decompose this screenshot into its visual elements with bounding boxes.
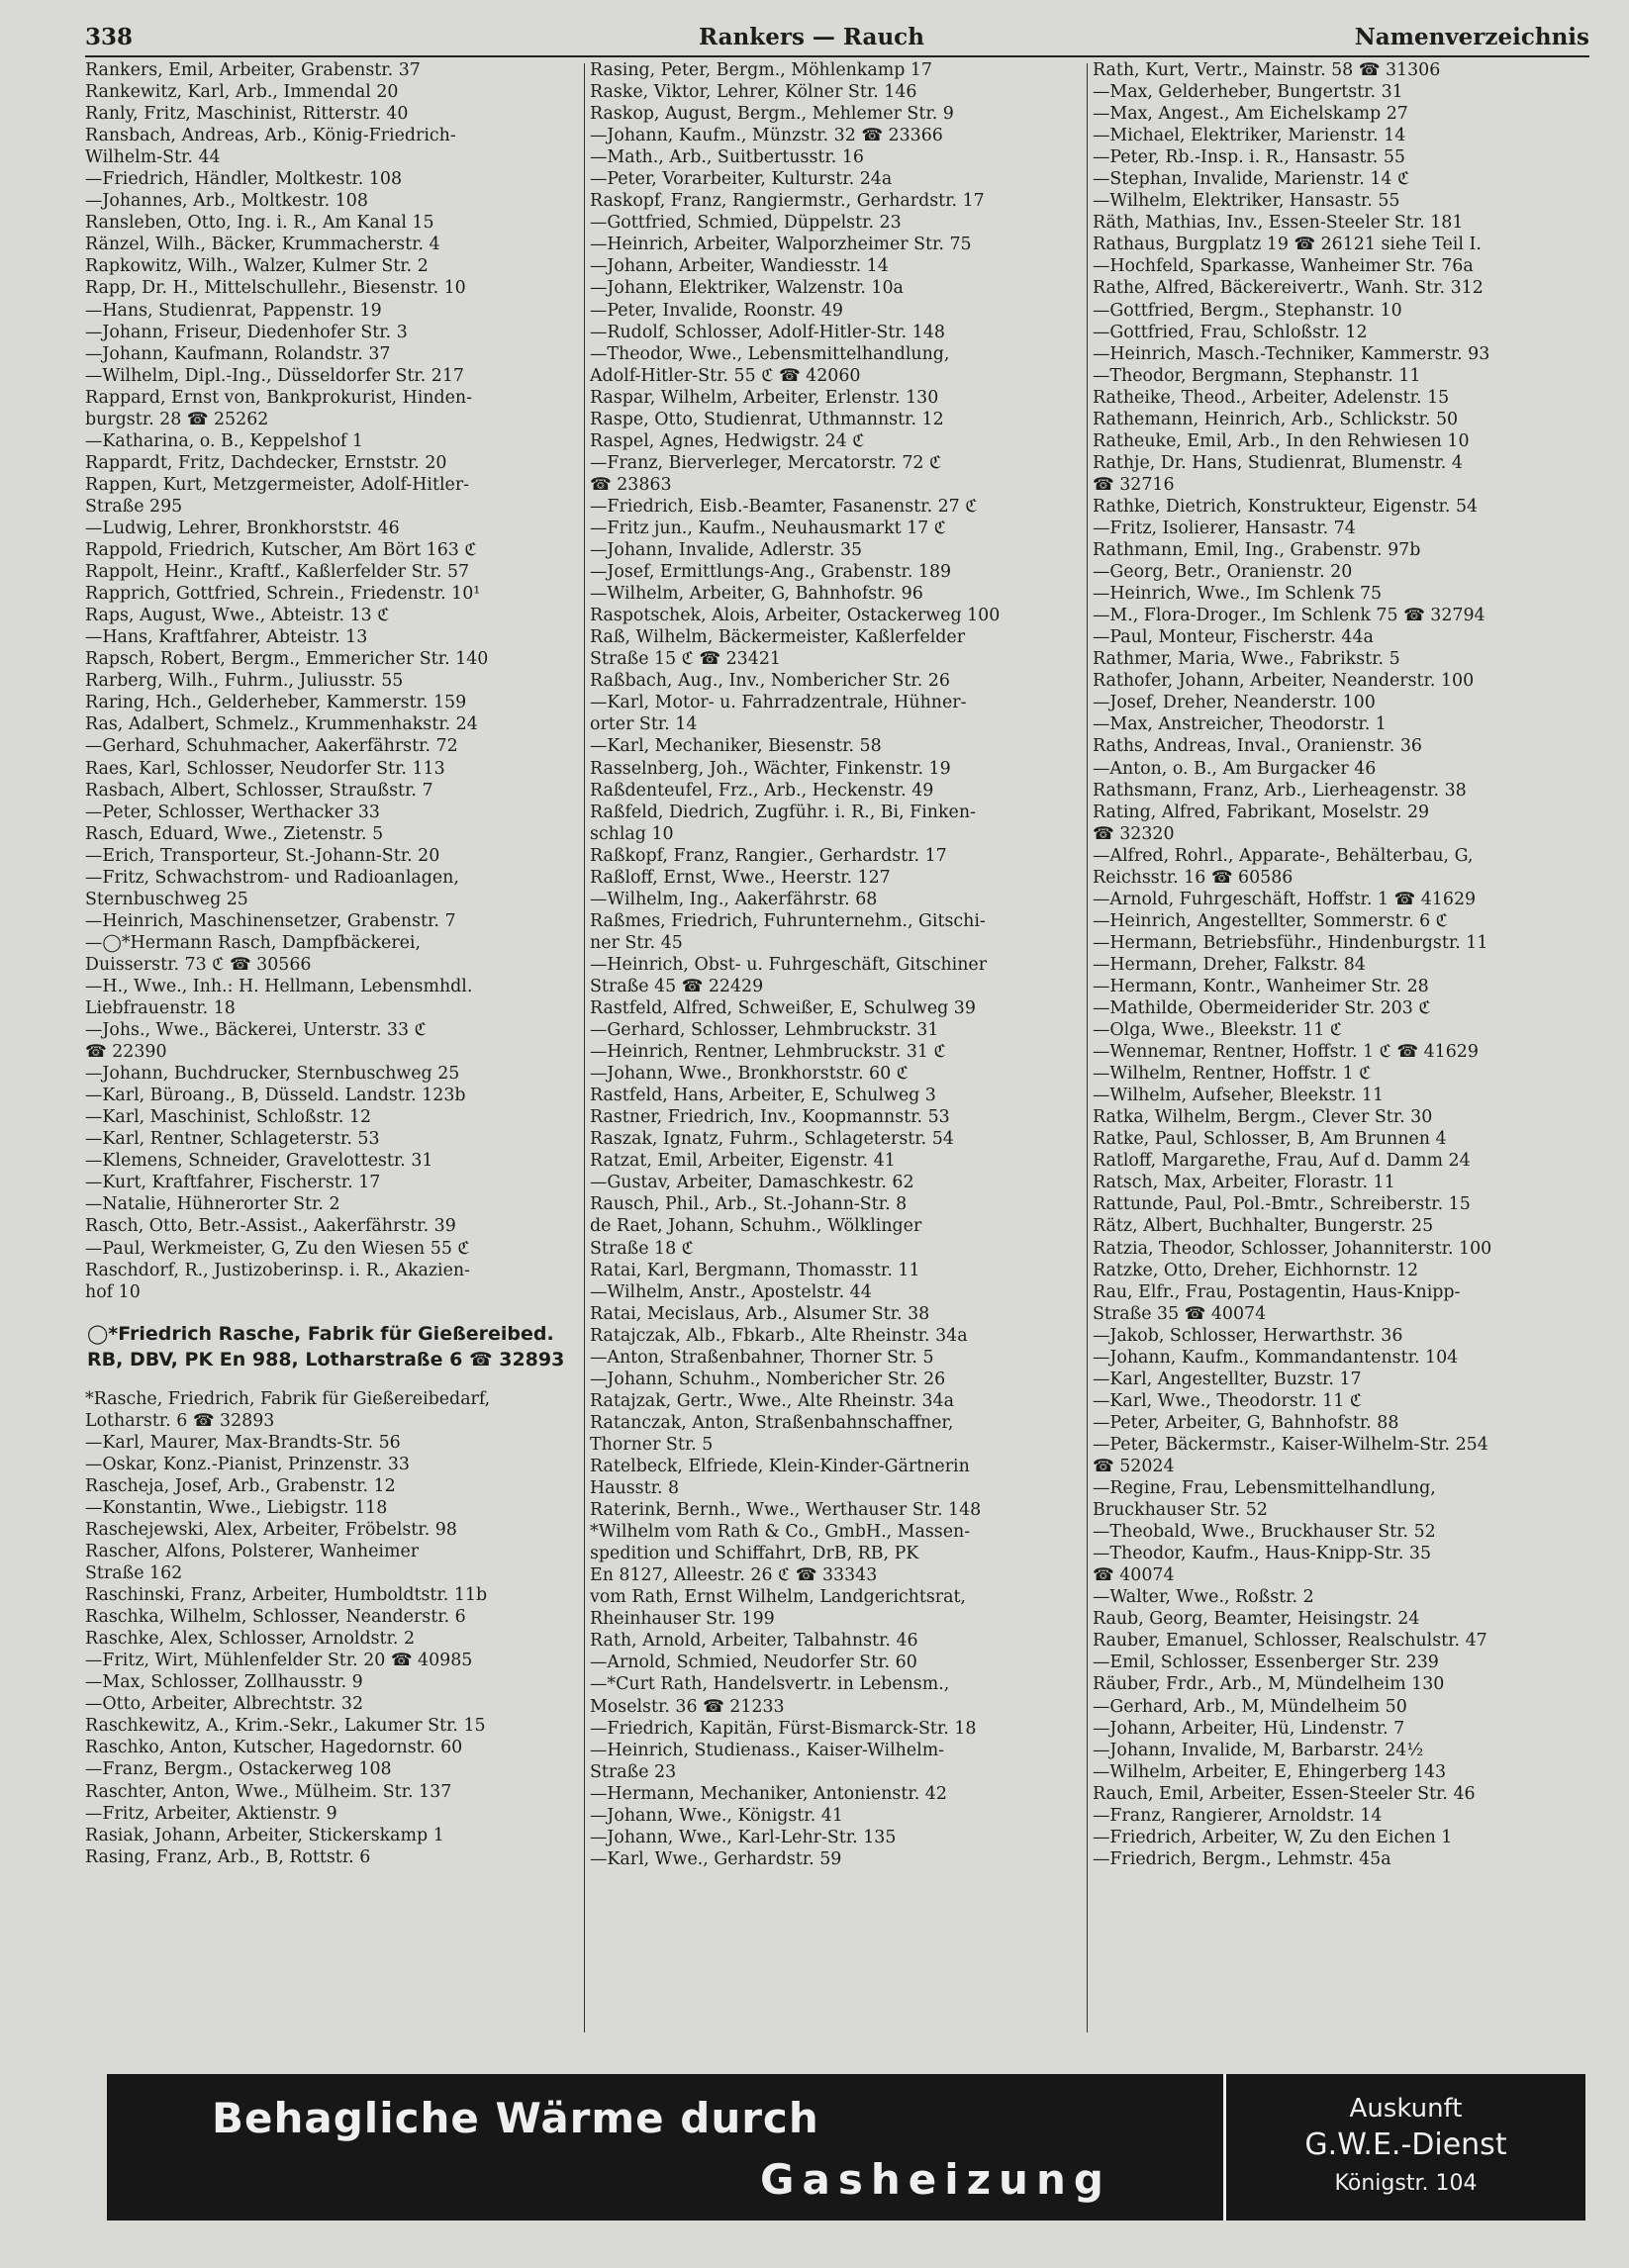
directory-entry: *Rasche, Friedrich, Fabrik für Gießereibedarf, (85, 1388, 491, 1409)
directory-entry: Räuber, Frdr., Arb., M, Mündelheim 130 (1093, 1674, 1445, 1695)
directory-entry: Ratzke, Otto, Dreher, Eichhornstr. 12 (1093, 1260, 1419, 1280)
directory-entry: —Peter, Invalide, Roonstr. 49 (590, 300, 843, 321)
directory-entry: Ratsch, Max, Arbeiter, Florastr. 11 (1093, 1173, 1395, 1193)
directory-entry: Rascheja, Josef, Arb., Grabenstr. 12 (85, 1475, 396, 1496)
directory-entry: —H., Wwe., Inh.: H. Hellmann, Lebensmhdl. (85, 976, 473, 996)
directory-entry: —Mathilde, Obermeiderider Str. 203 ℭ (1093, 998, 1431, 1019)
directory-entry: Raßbach, Aug., Inv., Nombericher Str. 26 (590, 671, 950, 692)
directory-entry: Raschejewski, Alex, Arbeiter, Fröbelstr. 98 (85, 1519, 457, 1540)
directory-entry: Rasch, Otto, Betr.-Assist., Aakerfährstr. 39 (85, 1216, 456, 1237)
directory-entry: —Johann, Friseur, Diedenhofer Str. 3 (85, 322, 408, 342)
directory-entry: Rapkowitz, Wilh., Walzer, Kulmer Str. 2 (85, 256, 429, 277)
directory-entry: —Josef, Dreher, Neanderstr. 100 (1093, 693, 1376, 713)
directory-entry: —Olga, Wwe., Bleekstr. 11 ℭ (1093, 1020, 1343, 1041)
column-rule (1087, 63, 1088, 2032)
page-number: 338 (85, 24, 134, 50)
directory-entry: —Heinrich, Arbeiter, Walporzheimer Str. 75 (590, 235, 972, 255)
directory-entry: —Johann, Wwe., Bronkhorststr. 60 ℭ (590, 1064, 909, 1085)
directory-entry: ☎ 40074 (1093, 1565, 1175, 1586)
directory-entry: Rasselnberg, Joh., Wächter, Finkenstr. 19 (590, 758, 951, 779)
directory-entry: Raske, Viktor, Lehrer, Kölner Str. 146 (590, 82, 917, 103)
directory-entry: Rasing, Peter, Bergm., Möhlenkamp 17 (590, 60, 932, 80)
directory-entry: —Ludwig, Lehrer, Bronkhorststr. 46 (85, 518, 400, 538)
directory-entry: Rapp, Dr. H., Mittelschullehr., Biesenstr. 10 (85, 278, 466, 299)
directory-entry: Ratka, Wilhelm, Bergm., Clever Str. 30 (1093, 1107, 1433, 1128)
directory-entry: —Arnold, Schmied, Neudorfer Str. 60 (590, 1653, 917, 1673)
directory-entry: —Heinrich, Wwe., Im Schlenk 75 (1093, 584, 1383, 605)
directory-entry: Rastner, Friedrich, Inv., Koopmannstr. 53 (590, 1107, 950, 1128)
directory-entry: —Anton, o. B., Am Burgacker 46 (1093, 758, 1377, 779)
directory-entry: —Friedrich, Händler, Moltkestr. 108 (85, 169, 403, 190)
directory-entry: —Kurt, Kraftfahrer, Fischerstr. 17 (85, 1173, 381, 1193)
directory-entry: Raes, Karl, Schlosser, Neudorfer Str. 113 (85, 758, 445, 779)
directory-entry: —Peter, Rb.-Insp. i. R., Hansastr. 55 (1093, 147, 1405, 168)
directory-entry: Wilhelm-Str. 44 (85, 147, 221, 168)
directory-entry: Raterink, Bernh., Wwe., Werthauser Str. 148 (590, 1500, 982, 1521)
directory-entry: —Wilhelm, Arbeiter, E, Ehingerberg 143 (1093, 1761, 1447, 1782)
directory-entry: ☎ 23863 (590, 474, 672, 495)
directory-entry: Rapsch, Robert, Bergm., Emmericher Str. 140 (85, 649, 489, 670)
directory-entry: —Hans, Studienrat, Pappenstr. 19 (85, 300, 382, 321)
directory-entry: Raschkewitz, A., Krim.-Sekr., Lakumer Str. 15 (85, 1716, 486, 1737)
directory-entry: —Wilhelm, Anstr., Apostelstr. 44 (590, 1281, 872, 1302)
directory-entry: —Friedrich, Arbeiter, W, Zu den Eichen 1 (1093, 1827, 1453, 1847)
directory-entry: Straße 295 (85, 496, 183, 517)
banner-slogan-line: Behagliche Wärme durch (212, 2094, 819, 2142)
directory-entry: —Karl, Büroang., B, Düsseld. Landstr. 123b (85, 1086, 466, 1106)
directory-entry: Raßloff, Ernst, Wwe., Heerstr. 127 (590, 867, 891, 888)
directory-entry: —Fritz, Isolierer, Hansastr. 74 (1093, 518, 1356, 538)
directory-entry: Rathke, Dietrich, Konstrukteur, Eigenstr. 54 (1093, 496, 1479, 517)
directory-entry: —Hochfeld, Sparkasse, Wanheimer Str. 76a (1093, 256, 1474, 277)
page-header (85, 22, 1589, 57)
directory-entry: —Walter, Wwe., Roßstr. 2 (1093, 1587, 1314, 1608)
directory-entry: —Franz, Rangierer, Arnoldstr. 14 (1093, 1805, 1383, 1826)
directory-entry: burgstr. 28 ☎ 25262 (85, 409, 269, 429)
column-left (85, 59, 585, 1868)
directory-entry: Rascher, Alfons, Polsterer, Wanheimer (85, 1542, 420, 1561)
directory-entry: —Natalie, Hühnerorter Str. 2 (85, 1194, 340, 1215)
directory-entry: Sternbuschweg 25 (85, 889, 248, 909)
directory-entry: Rathmer, Maria, Wwe., Fabrikstr. 5 (1093, 649, 1400, 670)
directory-entry: Ratajzak, Gertr., Wwe., Alte Rheinstr. 34a (590, 1390, 954, 1411)
banner-contact (1226, 2074, 1585, 2221)
directory-entry: —Wilhelm, Aufseher, Bleekstr. 11 (1093, 1086, 1385, 1106)
directory-entry: Raub, Georg, Beamter, Heisingstr. 24 (1093, 1609, 1420, 1630)
directory-entry: —M., Flora-Droger., Im Schlenk 75 ☎ 32794 (1093, 606, 1485, 626)
banner-slogan-line: Gasheizung (760, 2155, 1111, 2204)
directory-entry: —Johannes, Arb., Moltkestr. 108 (85, 191, 368, 212)
directory-entry: —Theodor, Bergmann, Stephanstr. 11 (1093, 365, 1421, 386)
directory-entry: —Fritz, Arbeiter, Aktienstr. 9 (85, 1803, 337, 1824)
directory-entry: —Karl, Rentner, Schlageterstr. 53 (85, 1129, 380, 1150)
directory-entry: —Wennemar, Rentner, Hoffstr. 1 ℭ ☎ 41629 (1093, 1042, 1479, 1063)
directory-entry: Raskop, August, Bergm., Mehlemer Str. 9 (590, 104, 954, 125)
directory-entry: —Peter, Vorarbeiter, Kulturstr. 24a (590, 169, 893, 190)
directory-entry: Ras, Adalbert, Schmelz., Krummenhakstr. 24 (85, 714, 478, 735)
directory-entry: —Karl, Wwe., Theodorstr. 11 ℭ (1093, 1390, 1363, 1411)
directory-entry: Ratelbeck, Elfriede, Klein-Kinder-Gärtnerin (590, 1457, 970, 1476)
directory-entry: Moselstr. 36 ☎ 21233 (590, 1696, 785, 1717)
directory-entry: —Heinrich, Obst- u. Fuhrgeschäft, Gitschiner (590, 954, 988, 975)
directory-entry: —Wilhelm, Arbeiter, G, Bahnhofstr. 96 (590, 584, 923, 605)
directory-entry: Raschinski, Franz, Arbeiter, Humboldtstr. 11b (85, 1585, 488, 1606)
directory-entry: Raring, Hch., Gelderheber, Kammerstr. 159 (85, 693, 467, 713)
directory-entry: Rastfeld, Hans, Arbeiter, E, Schulweg 3 (590, 1086, 936, 1106)
directory-entry: Rattunde, Paul, Pol.-Bmtr., Schreiberstr. 15 (1093, 1194, 1471, 1215)
directory-entry: —Johann, Invalide, M, Barbarstr. 24½ (1093, 1740, 1424, 1760)
directory-entry: —Anton, Straßenbahner, Thorner Str. 5 (590, 1347, 934, 1368)
directory-entry: Ransleben, Otto, Ing. i. R., Am Kanal 15 (85, 213, 434, 234)
directory-entry: —Karl, Wwe., Gerhardstr. 59 (590, 1848, 842, 1869)
directory-entry: Raßfeld, Diedrich, Zugführ. i. R., Bi, Finken- (590, 802, 976, 822)
directory-entry: —Wilhelm, Elektriker, Hansastr. 55 (1093, 191, 1400, 212)
directory-entry: —Karl, Mechaniker, Biesenstr. 58 (590, 736, 882, 757)
directory-entry: —Johann, Kaufmann, Rolandstr. 37 (85, 343, 391, 364)
column-right (1093, 59, 1587, 1870)
directory-entry: —Max, Angest., Am Eichelskamp 27 (1093, 104, 1408, 125)
directory-entry: —Konstantin, Wwe., Liebigstr. 118 (85, 1497, 388, 1518)
directory-entry: —Heinrich, Studienass., Kaiser-Wilhelm- (590, 1740, 945, 1760)
directory-entry: —Oskar, Konz.-Pianist, Prinzenstr. 33 (85, 1454, 410, 1474)
directory-entry: Ratzia, Theodor, Schlosser, Johanniterstr. 100 (1093, 1238, 1492, 1259)
directory-entry: —◯*Hermann Rasch, Dampfbäckerei, (85, 932, 422, 953)
directory-entry: —Math., Arb., Suitbertusstr. 16 (590, 147, 864, 168)
directory-entry: Rheinhauser Str. 199 (590, 1609, 775, 1630)
directory-entry: Rappolt, Heinr., Kraftf., Kaßlerfelder Str. 57 (85, 562, 470, 583)
directory-entry: vom Rath, Ernst Wilhelm, Landgerichtsrat, (590, 1587, 966, 1608)
directory-entry: —Max, Schlosser, Zollhausstr. 9 (85, 1672, 363, 1693)
directory-entry: —Hermann, Mechaniker, Antonienstr. 42 (590, 1783, 947, 1804)
directory-entry: Rätz, Albert, Buchhalter, Bungerstr. 25 (1093, 1216, 1434, 1237)
directory-entry: —Heinrich, Rentner, Lehmbruckstr. 31 ℭ (590, 1042, 946, 1063)
directory-entry: schlag 10 (590, 823, 674, 844)
gas-heating-banner (107, 2074, 1585, 2221)
directory-entry: —Michael, Elektriker, Marienstr. 14 (1093, 126, 1406, 146)
directory-entry: —Heinrich, Maschinensetzer, Grabenstr. 7 (85, 910, 456, 931)
directory-entry: —Johann, Wwe., Karl-Lehr-Str. 135 (590, 1827, 897, 1847)
directory-entry: —Otto, Arbeiter, Albrechtstr. 32 (85, 1694, 364, 1715)
directory-entry: —Johs., Wwe., Bäckerei, Unterstr. 33 ℭ (85, 1020, 427, 1041)
directory-entry: —Johann, Buchdrucker, Sternbuschweg 25 (85, 1064, 460, 1085)
directory-entry: —Wilhelm, Ing., Aakerfährstr. 68 (590, 889, 878, 909)
directory-entry: Straße 162 (85, 1563, 183, 1584)
directory-entry: Ratajczak, Alb., Fbkarb., Alte Rheinstr. 34a (590, 1325, 968, 1346)
directory-entry: —Johann, Kaufm., Kommandantenstr. 104 (1093, 1347, 1459, 1368)
directory-entry: Raps, August, Wwe., Abteistr. 13 ℭ (85, 606, 390, 626)
directory-entry: Straße 23 (590, 1761, 677, 1782)
directory-entry: Ratai, Mecislaus, Arb., Alsumer Str. 38 (590, 1303, 930, 1324)
directory-entry: Ratke, Paul, Schlosser, B, Am Brunnen 4 (1093, 1129, 1447, 1150)
directory-entry: Straße 35 ☎ 40074 (1093, 1303, 1267, 1324)
directory-entry: Ratheike, Theod., Arbeiter, Adelenstr. 15 (1093, 387, 1450, 408)
entry-list (1093, 59, 1587, 1870)
directory-entry: —Gottfried, Schmied, Düppelstr. 23 (590, 213, 902, 234)
directory-entry: —Karl, Motor- u. Fahrradzentrale, Hühner- (590, 693, 967, 713)
directory-entry: —Fritz, Schwachstrom- und Radioanlagen, (85, 867, 459, 888)
directory-entry: ☎ 22390 (85, 1042, 167, 1063)
section-title: Namenverzeichnis (1354, 24, 1589, 50)
directory-entry: —Johann, Invalide, Adlerstr. 35 (590, 540, 863, 561)
directory-entry: Raspel, Agnes, Hedwigstr. 24 ℭ (590, 430, 865, 451)
directory-entry: —Gerhard, Arb., M, Mündelheim 50 (1093, 1696, 1407, 1717)
directory-entry: de Raet, Johann, Schuhm., Wölklinger (590, 1216, 922, 1237)
directory-entry: ☎ 32716 (1093, 474, 1175, 495)
directory-entry: Straße 15 ℭ ☎ 23421 (590, 649, 781, 670)
directory-entry: Rathe, Alfred, Bäckereivertr., Wanh. Str. 312 (1093, 278, 1484, 299)
directory-entry: Rastfeld, Alfred, Schweißer, E, Schulweg 39 (590, 998, 976, 1019)
directory-entry: ner Str. 45 (590, 932, 683, 953)
directory-entry: —Gerhard, Schlosser, Lehmbruckstr. 31 (590, 1020, 939, 1041)
directory-entry: Raspotschek, Alois, Arbeiter, Ostackerweg 100 (590, 606, 1001, 626)
directory-entry: —Fritz jun., Kaufm., Neuhausmarkt 17 ℭ (590, 518, 946, 538)
banner-contact-name: G.W.E.-Dienst (1304, 2127, 1507, 2162)
directory-entry: Rathemann, Heinrich, Arb., Schlickstr. 50 (1093, 409, 1459, 429)
directory-entry: Raschdorf, R., Justizoberinsp. i. R., Akazien- (85, 1260, 470, 1280)
directory-entry: Thorner Str. 5 (590, 1434, 714, 1455)
directory-entry: —Hermann, Betriebsführ., Hindenburgstr. 11 (1093, 932, 1488, 953)
directory-entry: —Hermann, Dreher, Falkstr. 84 (1093, 954, 1366, 975)
directory-entry: —Alfred, Rohrl., Apparate-, Behälterbau, G, (1093, 845, 1474, 866)
directory-entry: —Heinrich, Masch.-Techniker, Kammerstr. 93 (1093, 343, 1490, 364)
directory-entry: Rau, Elfr., Frau, Postagentin, Haus-Knipp- (1093, 1281, 1461, 1302)
directory-entry: Rating, Alfred, Fabrikant, Moselstr. 29 (1093, 802, 1430, 822)
directory-entry: Raths, Andreas, Inval., Oranienstr. 36 (1093, 736, 1422, 757)
directory-entry: Ratloff, Margarethe, Frau, Auf d. Damm 24 (1093, 1151, 1471, 1172)
banner-contact-address: Königstr. 104 (1334, 2171, 1478, 2196)
directory-entry: Raßdenteufel, Frz., Arb., Heckenstr. 49 (590, 780, 934, 801)
directory-entry: —Gustav, Arbeiter, Damaschkestr. 62 (590, 1173, 914, 1193)
directory-entry: —Emil, Schlosser, Essenberger Str. 239 (1093, 1653, 1439, 1673)
directory-entry: Rappardt, Fritz, Dachdecker, Ernststr. 20 (85, 452, 447, 473)
directory-entry: ◯*Friedrich Rasche, Fabrik für Gießereibed. (87, 1322, 554, 1345)
inline-advertisement (87, 1321, 585, 1372)
directory-entry: —Josef, Ermittlungs-Ang., Grabenstr. 189 (590, 562, 952, 583)
directory-entry: Raspar, Wilhelm, Arbeiter, Erlenstr. 130 (590, 387, 939, 408)
directory-entry: —Theodor, Kaufm., Haus-Knipp-Str. 35 (1093, 1544, 1432, 1564)
directory-entry: Ranly, Fritz, Maschinist, Ritterstr. 40 (85, 104, 409, 125)
directory-entry: Rathofer, Johann, Arbeiter, Neanderstr. 100 (1093, 671, 1475, 692)
directory-entry: Lotharstr. 6 ☎ 32893 (85, 1410, 275, 1431)
directory-entry: —*Curt Rath, Handelsvertr. in Lebensm., (590, 1674, 950, 1695)
directory-entry: Raschka, Wilhelm, Schlosser, Neanderstr. 6 (85, 1607, 466, 1628)
directory-entry: Rath, Arnold, Arbeiter, Talbahnstr. 46 (590, 1631, 918, 1652)
directory-entry: Ratanczak, Anton, Straßenbahnschaffner, (590, 1412, 954, 1433)
directory-entry: Reichsstr. 16 ☎ 60586 (1093, 867, 1294, 888)
directory-entry: Raschter, Anton, Wwe., Mülheim. Str. 137 (85, 1781, 452, 1802)
directory-entry: Rathaus, Burgplatz 19 ☎ 26121 siehe Teil I. (1093, 235, 1482, 255)
directory-entry: —Franz, Bierverleger, Mercatorstr. 72 ℭ (590, 452, 942, 473)
directory-entry: —Rudolf, Schlosser, Adolf-Hitler-Str. 148 (590, 322, 945, 342)
directory-entry: Raskopf, Franz, Rangiermstr., Gerhardstr. 17 (590, 191, 985, 212)
directory-entry: Räth, Mathias, Inv., Essen-Steeler Str. 181 (1093, 213, 1464, 234)
directory-entry: Rauber, Emanuel, Schlosser, Realschulstr. 47 (1093, 1631, 1487, 1652)
directory-entry: Ransbach, Andreas, Arb., König-Friedrich- (85, 126, 456, 146)
directory-entry: Duisserstr. 73 ℭ ☎ 30566 (85, 954, 312, 975)
directory-entry: Hausstr. 8 (590, 1478, 680, 1499)
directory-entry: —Arnold, Fuhrgeschäft, Hoffstr. 1 ☎ 41629 (1093, 889, 1477, 909)
directory-entry: —Heinrich, Angestellter, Sommerstr. 6 ℭ (1093, 910, 1448, 931)
directory-entry: Rappard, Ernst von, Bankprokurist, Hinden- (85, 387, 473, 408)
directory-entry: *Wilhelm vom Rath & Co., GmbH., Massen- (590, 1522, 971, 1543)
directory-entry: —Franz, Bergm., Ostackerweg 108 (85, 1759, 392, 1780)
directory-entry: Raßmes, Friedrich, Fuhrunternehm., Gitschi- (590, 910, 986, 931)
directory-entry: hof 10 (85, 1281, 141, 1302)
directory-entry: Rankers, Emil, Arbeiter, Grabenstr. 37 (85, 60, 421, 80)
directory-entry: —Fritz, Wirt, Mühlenfelder Str. 20 ☎ 40985 (85, 1651, 473, 1671)
entry-list (590, 59, 1085, 1870)
directory-entry: Raschke, Alex, Schlosser, Arnoldstr. 2 (85, 1629, 416, 1650)
directory-entry: Ratheuke, Emil, Arb., In den Rehwiesen 10 (1093, 430, 1470, 451)
directory-entry: —Max, Anstreicher, Theodorstr. 1 (1093, 714, 1387, 735)
directory-entry: —Friedrich, Kapitän, Fürst-Bismarck-Str. 18 (590, 1718, 977, 1739)
directory-entry: Rappold, Friedrich, Kutscher, Am Bört 163 ℭ (85, 540, 477, 561)
directory-entry: Rarberg, Wilh., Fuhrm., Juliusstr. 55 (85, 671, 404, 692)
banner-slogan (107, 2074, 1226, 2221)
directory-entry: Rath, Kurt, Vertr., Mainstr. 58 ☎ 31306 (1093, 60, 1441, 80)
directory-entry: ☎ 52024 (1093, 1457, 1175, 1476)
directory-entry: —Stephan, Invalide, Marienstr. 14 ℭ (1093, 169, 1410, 190)
directory-entry: —Johann, Wwe., Königstr. 41 (590, 1805, 843, 1826)
directory-entry: Rappen, Kurt, Metzgermeister, Adolf-Hitler- (85, 474, 470, 495)
directory-entry: Raspe, Otto, Studienrat, Uthmannstr. 12 (590, 409, 944, 429)
directory-entry: Rathmann, Emil, Ing., Grabenstr. 97b (1093, 540, 1421, 561)
directory-entry: —Gottfried, Bergm., Stephanstr. 10 (1093, 300, 1402, 321)
directory-entry: Adolf-Hitler-Str. 55 ℭ ☎ 42060 (590, 365, 861, 386)
directory-entry: ☎ 32320 (1093, 823, 1175, 844)
directory-entry: Rausch, Phil., Arb., St.-Johann-Str. 8 (590, 1194, 908, 1215)
directory-entry: RB, DBV, PK En 988, Lotharstraße 6 ☎ 32893 (87, 1348, 565, 1370)
directory-entry: —Theodor, Wwe., Lebensmittelhandlung, (590, 343, 950, 364)
directory-entry: —Wilhelm, Dipl.-Ing., Düsseldorfer Str. 217 (85, 365, 464, 386)
directory-entry: Rapprich, Gottfried, Schrein., Friedenstr. 10¹ (85, 584, 481, 605)
directory-entry: Rasiak, Johann, Arbeiter, Stickerskamp 1 (85, 1825, 444, 1845)
directory-entry: —Gerhard, Schuhmacher, Aakerfährstr. 72 (85, 736, 458, 757)
directory-entry: —Paul, Werkmeister, G, Zu den Wiesen 55 ℭ (85, 1238, 470, 1259)
directory-entry: Bruckhauser Str. 52 (1093, 1500, 1268, 1521)
directory-entry: —Johann, Kaufm., Münzstr. 32 ☎ 23366 (590, 126, 943, 146)
directory-entry: —Hermann, Kontr., Wanheimer Str. 28 (1093, 976, 1429, 996)
banner-contact-title: Auskunft (1349, 2094, 1463, 2124)
directory-entry: —Paul, Monteur, Fischerstr. 44a (1093, 627, 1374, 648)
directory-entry: —Wilhelm, Rentner, Hoffstr. 1 ℭ (1093, 1064, 1372, 1085)
directory-entry: —Katharina, o. B., Keppelshof 1 (85, 430, 363, 451)
directory-entry: —Peter, Schlosser, Werthacker 33 (85, 802, 380, 822)
directory-entry: En 8127, Alleestr. 26 ℭ ☎ 33343 (590, 1565, 878, 1586)
directory-entry: —Friedrich, Eisb.-Beamter, Fasanenstr. 27 ℭ (590, 496, 978, 517)
entry-list (85, 59, 585, 1303)
directory-entry: —Johann, Arbeiter, Hü, Lindenstr. 7 (1093, 1718, 1405, 1739)
directory-entry: —Regine, Frau, Lebensmittelhandlung, (1093, 1478, 1436, 1499)
directory-entry: —Erich, Transporteur, St.-Johann-Str. 20 (85, 845, 440, 866)
directory-entry: —Johann, Elektriker, Walzenstr. 10a (590, 278, 904, 299)
directory-entry: Rasbach, Albert, Schlosser, Straußstr. 7 (85, 780, 433, 801)
directory-entry: Rasing, Franz, Arb., B, Rottstr. 6 (85, 1846, 371, 1867)
directory-entry: Rankewitz, Karl, Arb., Immendal 20 (85, 82, 399, 103)
directory-entry: Raschko, Anton, Kutscher, Hagedornstr. 60 (85, 1738, 463, 1758)
directory-entry: —Johann, Arbeiter, Wandiesstr. 14 (590, 256, 889, 277)
directory-entry: —Jakob, Schlosser, Herwarthstr. 36 (1093, 1325, 1403, 1346)
directory-entry: Rasch, Eduard, Wwe., Zietenstr. 5 (85, 823, 384, 844)
directory-entry: Liebfrauenstr. 18 (85, 998, 236, 1019)
directory-entry: —Friedrich, Bergm., Lehmstr. 45a (1093, 1848, 1391, 1869)
directory-entry: Rauch, Emil, Arbeiter, Essen-Steeler Str. 46 (1093, 1783, 1476, 1804)
directory-entry: —Hans, Kraftfahrer, Abteistr. 13 (85, 627, 368, 648)
directory-entry: Raßkopf, Franz, Rangier., Gerhardstr. 17 (590, 845, 947, 866)
directory-entry: —Klemens, Schneider, Gravelottestr. 31 (85, 1151, 433, 1172)
directory-entry: —Karl, Maurer, Max-Brandts-Str. 56 (85, 1432, 401, 1453)
directory-entry: spedition und Schiffahrt, DrB, RB, PK (590, 1544, 919, 1564)
directory-entry: —Peter, Bäckermstr., Kaiser-Wilhelm-Str. 254 (1093, 1434, 1488, 1455)
directory-entry: —Theobald, Wwe., Bruckhauser Str. 52 (1093, 1522, 1436, 1543)
directory-entry: Rathsmann, Franz, Arb., Lierheagenstr. 38 (1093, 780, 1467, 801)
directory-entry: —Max, Gelderheber, Bungertstr. 31 (1093, 82, 1403, 103)
directory-entry: —Gottfried, Frau, Schloßstr. 12 (1093, 322, 1368, 342)
directory-entry: Raß, Wilhelm, Bäckermeister, Kaßlerfelder (590, 627, 966, 648)
directory-entry: Ratzat, Emil, Arbeiter, Eigenstr. 41 (590, 1151, 896, 1172)
directory-entry: —Peter, Arbeiter, G, Bahnhofstr. 88 (1093, 1412, 1399, 1433)
entry-list (85, 1388, 585, 1868)
directory-entry: Ratai, Karl, Bergmann, Thomasstr. 11 (590, 1260, 920, 1280)
directory-entry: orter Str. 14 (590, 714, 698, 735)
directory-entry: —Karl, Maschinist, Schloßstr. 12 (85, 1107, 372, 1128)
directory-entry: —Georg, Betr., Oranienstr. 20 (1093, 562, 1353, 583)
column-middle (590, 59, 1085, 1870)
running-head: Rankers — Rauch (699, 24, 924, 50)
directory-entry: Ränzel, Wilh., Bäcker, Krummacherstr. 4 (85, 235, 440, 255)
directory-entry: —Karl, Angestellter, Buzstr. 17 (1093, 1369, 1362, 1389)
directory-entry: Straße 45 ☎ 22429 (590, 976, 764, 996)
directory-entry: Rathje, Dr. Hans, Studienrat, Blumenstr. 4 (1093, 452, 1463, 473)
directory-entry: Raszak, Ignatz, Fuhrm., Schlageterstr. 54 (590, 1129, 954, 1150)
directory-entry: —Johann, Schuhm., Nombericher Str. 26 (590, 1369, 946, 1389)
directory-entry: Straße 18 ℭ (590, 1238, 694, 1259)
